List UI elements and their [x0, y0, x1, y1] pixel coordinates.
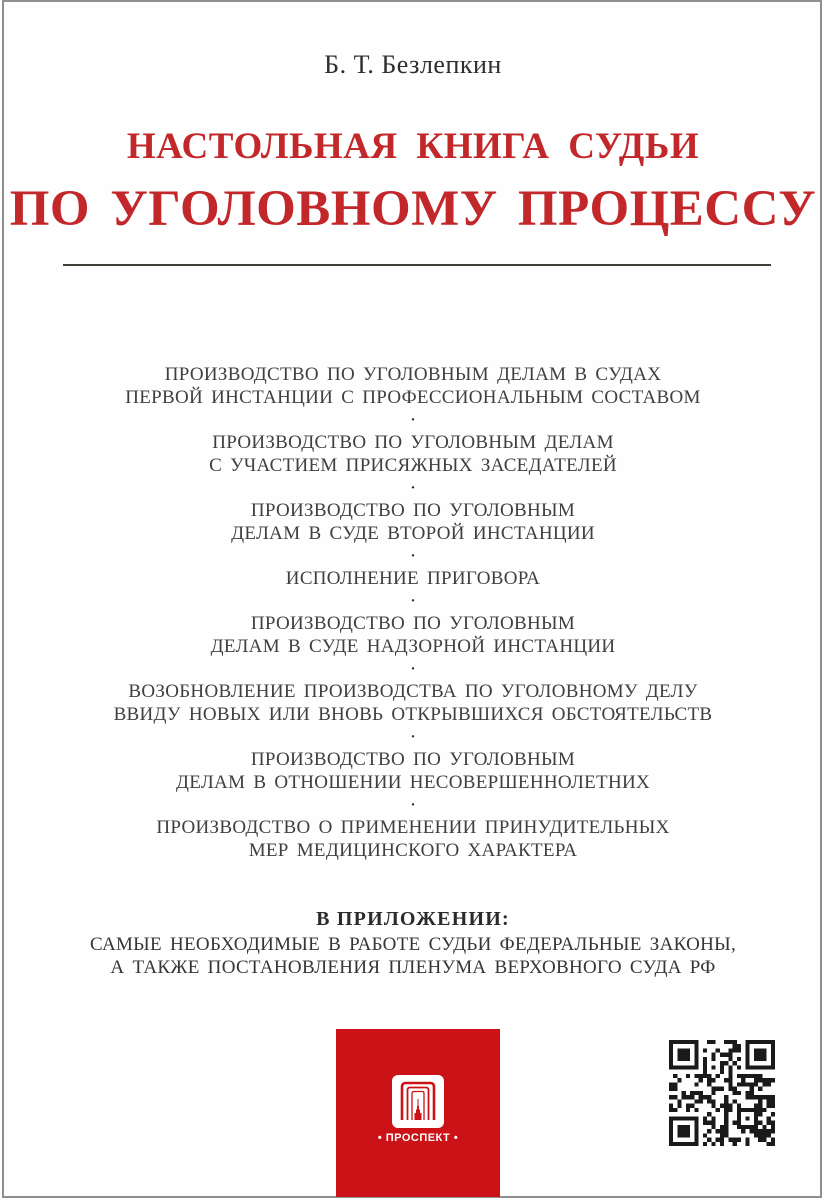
- topic-line: ВОЗОБНОВЛЕНИЕ ПРОИЗВОДСТВА ПО УГОЛОВНОМУ ДЕЛУ: [128, 681, 698, 702]
- appendix-heading: В ПРИЛОЖЕНИИ:: [316, 908, 510, 930]
- dot-separator: ·: [410, 548, 416, 564]
- appendix-section: [0, 906, 826, 979]
- topic-line: С УЧАСТИЕМ ПРИСЯЖНЫХ ЗАСЕДАТЕЛЕЙ: [209, 455, 617, 476]
- topic-item: [0, 567, 826, 590]
- publisher-logo-block: [336, 1029, 500, 1197]
- appendix-line: А ТАКЖЕ ПОСТАНОВЛЕНИЯ ПЛЕНУМА ВЕРХОВНОГО СУДА РФ: [110, 957, 716, 978]
- topic-line: ПРОИЗВОДСТВО О ПРИМЕНЕНИИ ПРИНУДИТЕЛЬНЫХ: [156, 817, 670, 838]
- topic-line: ПЕРВОЙ ИНСТАНЦИИ С ПРОФЕССИОНАЛЬНЫМ СОСТАВОМ: [125, 387, 701, 408]
- prospekt-arch-icon: [392, 1075, 444, 1128]
- dot-separator: ·: [410, 412, 416, 428]
- dot-separator: ·: [410, 480, 416, 496]
- topic-line: ПРОИЗВОДСТВО ПО УГОЛОВНЫМ: [250, 500, 576, 521]
- topic-item: [0, 680, 826, 726]
- title-line-2: ПО УГОЛОВНОМУ ПРОЦЕССУ: [9, 181, 817, 237]
- topic-line: ИСПОЛНЕНИЕ ПРИГОВОРА: [285, 568, 541, 589]
- topic-line: ДЕЛАМ В ОТНОШЕНИИ НЕСОВЕРШЕННОЛЕТНИХ: [175, 772, 651, 793]
- dot-separator: ·: [410, 593, 416, 609]
- topic-item: [0, 612, 826, 658]
- topic-line: ПРОИЗВОДСТВО ПО УГОЛОВНЫМ: [250, 613, 576, 634]
- topic-item: [0, 748, 826, 794]
- dot-separator: ·: [410, 797, 416, 813]
- topic-line: ПРОИЗВОДСТВО ПО УГОЛОВНЫМ: [250, 749, 576, 770]
- topic-item: [0, 499, 826, 545]
- topic-item: [0, 816, 826, 862]
- topic-line: ДЕЛАМ В СУДЕ НАДЗОРНОЙ ИНСТАНЦИИ: [210, 636, 616, 657]
- topic-line: ПРОИЗВОДСТВО ПО УГОЛОВНЫМ ДЕЛАМ: [212, 432, 614, 453]
- dot-separator: ·: [410, 661, 416, 677]
- book-title: [0, 124, 826, 240]
- author-name: Б. Т. Безлепкин: [324, 50, 502, 79]
- title-line-1: НАСТОЛЬНАЯ КНИГА СУДЬИ: [126, 126, 700, 167]
- title-divider-rule: [63, 264, 771, 266]
- topic-item: [0, 363, 826, 409]
- topic-item: [0, 431, 826, 477]
- publisher-name: • ПРОСПЕКТ •: [377, 1132, 459, 1144]
- topic-line: ДЕЛАМ В СУДЕ ВТОРОЙ ИНСТАНЦИИ: [231, 523, 595, 544]
- appendix-line: САМЫЕ НЕОБХОДИМЫЕ В РАБОТЕ СУДЬИ ФЕДЕРАЛЬНЫЕ ЗАКОНЫ,: [89, 934, 737, 955]
- dot-separator: ·: [410, 729, 416, 745]
- topic-line: МЕР МЕДИЦИНСКОГО ХАРАКТЕРА: [248, 840, 578, 861]
- topic-line: ВВИДУ НОВЫХ ИЛИ ВНОВЬ ОТКРЫВШИХСЯ ОБСТОЯТЕЛЬСТВ: [113, 704, 713, 725]
- topics-list: [0, 363, 826, 862]
- topic-line: ПРОИЗВОДСТВО ПО УГОЛОВНЫМ ДЕЛАМ В СУДАХ: [164, 364, 662, 385]
- qr-code: [668, 1040, 776, 1146]
